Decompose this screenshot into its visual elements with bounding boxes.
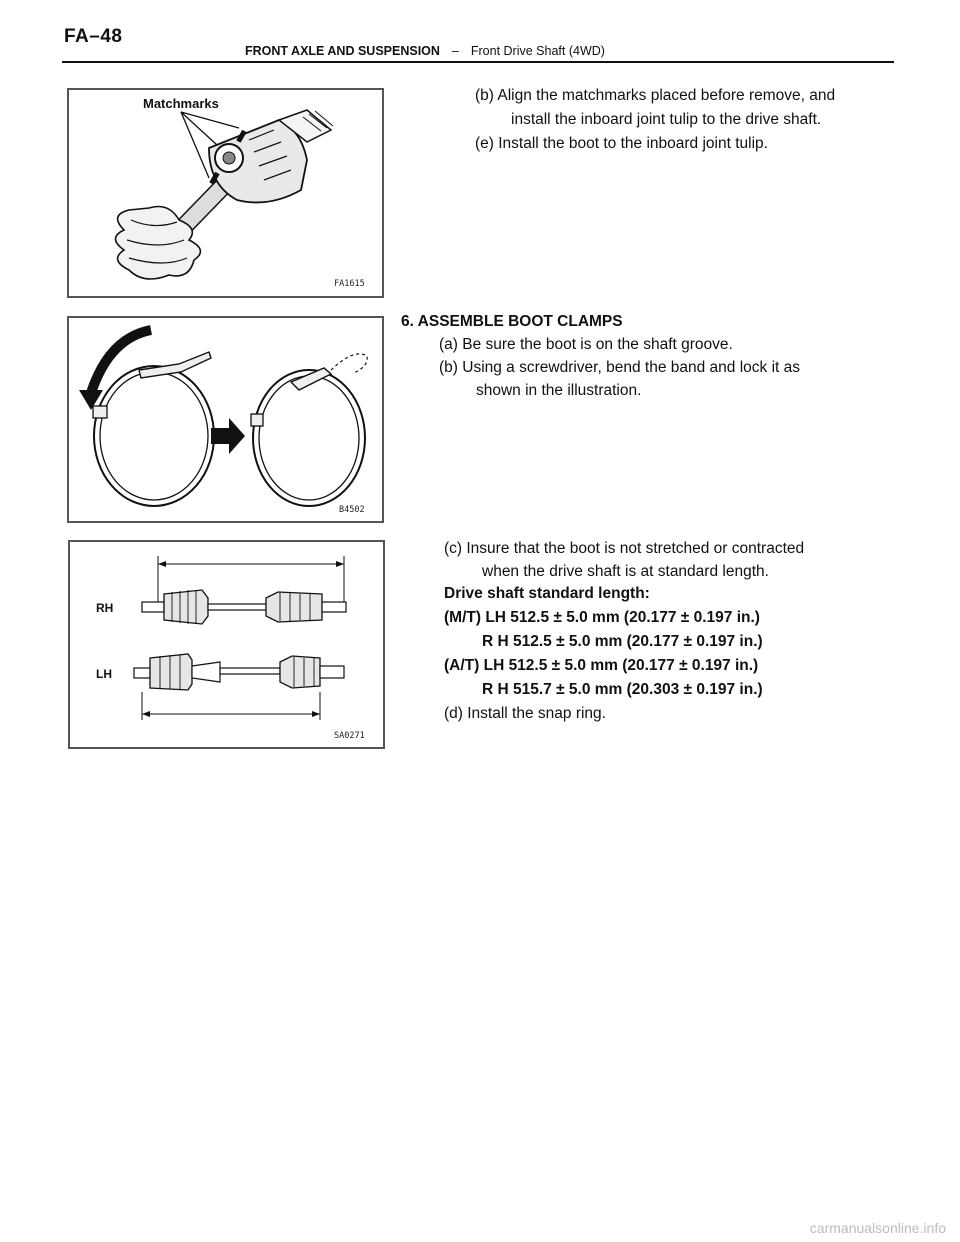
- shaft-length-illustration: [70, 542, 383, 747]
- figure-code: FA1615: [334, 279, 365, 289]
- header-separator: –: [451, 44, 459, 58]
- page-id: FA–48: [64, 26, 123, 47]
- figure-code: SA0271: [334, 731, 365, 741]
- watermark-link[interactable]: carmanualsonline.info: [809, 1220, 946, 1236]
- step-b-bend-line2: shown in the illustration.: [476, 382, 642, 399]
- header-rule: [62, 61, 894, 63]
- step-c-insure-line1: (c) Insure that the boot is not stretched or contracted: [444, 540, 805, 557]
- spec-title: Drive shaft standard length:: [444, 585, 650, 602]
- rh-label: RH: [96, 601, 114, 615]
- figure-shaft-length: [68, 540, 385, 749]
- figure-boot-clamps: [67, 316, 384, 523]
- spec-at-rh: R H 515.7 ± 5.0 mm (20.303 ± 0.197 in.): [482, 681, 763, 698]
- figure-matchmarks: [67, 88, 384, 298]
- matchmarks-illustration: [69, 90, 382, 296]
- spec-mt-lh: (M/T) LH 512.5 ± 5.0 mm (20.177 ± 0.197 in.): [444, 609, 760, 626]
- step-e-install-boot: (e) Install the boot to the inboard joint tulip.: [475, 135, 768, 152]
- step-a-boot-groove: (a) Be sure the boot is on the shaft groove.: [439, 336, 733, 353]
- lh-label: LH: [96, 667, 112, 681]
- step-b-align-line1: (b) Align the matchmarks placed before remove, and: [475, 87, 836, 104]
- heading-assemble-boot-clamps: 6. ASSEMBLE BOOT CLAMPS: [401, 313, 623, 330]
- boot-clamp-illustration: [69, 318, 382, 521]
- matchmarks-label: Matchmarks: [143, 96, 219, 111]
- step-b-bend-line1: (b) Using a screwdriver, bend the band and lock it as: [439, 359, 800, 376]
- section-title: FRONT AXLE AND SUSPENSION: [245, 44, 440, 58]
- subsection-title: Front Drive Shaft (4WD): [470, 44, 605, 58]
- step-d-snap-ring: (d) Install the snap ring.: [444, 705, 606, 722]
- step-b-align-line2: install the inboard joint tulip to the drive shaft.: [511, 111, 822, 128]
- step-c-insure-line2: when the drive shaft is at standard length.: [482, 563, 769, 580]
- spec-at-lh: (A/T) LH 512.5 ± 5.0 mm (20.177 ± 0.197 in.): [444, 657, 759, 674]
- spec-mt-rh: R H 512.5 ± 5.0 mm (20.177 ± 0.197 in.): [482, 633, 763, 650]
- figure-code: B4502: [339, 505, 365, 515]
- running-header: [245, 44, 605, 58]
